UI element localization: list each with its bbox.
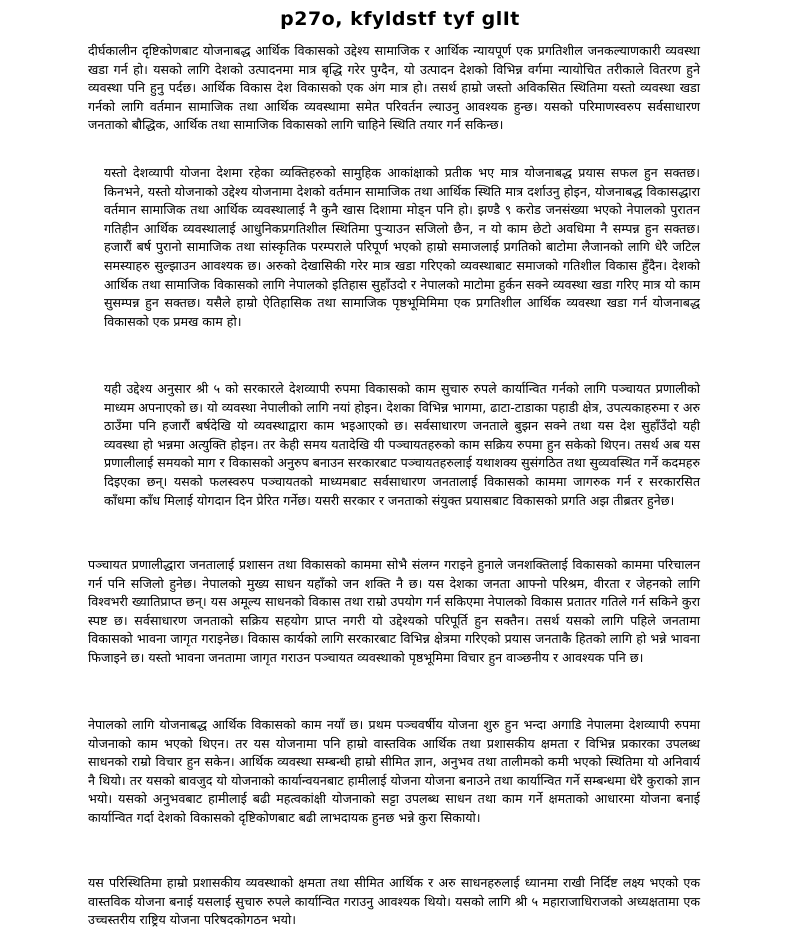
paragraph-2: यस्तो देशव्यापी योजना देशमा रहेका व्यक्तिहरुको सामुहिक आकांक्षाको प्रतीक भए मात्र योजनाबद्ध प्रयास सफल हुन सक्तछ। किनभने, यस्तो योजनाको उद्देश्य योजनामा देशको वर्तमान सामाजिक तथा आर्थिक स्थिति मात्र दर्शाउनु होइन, योजनाबद्ध विकासद्धारा वर्तमान सामाजिक तथा आर्थिक व्यवस्थालाई नै कुनै खास दिशामा मोड्न पनि हो। झण्डै ९ करोड जनसंख्या भएको नेपालको पुरातन गतिहीन आर्थिक व्यवस्थालाई आधुनिकप्रगतिशील स्थितिमा पुऱ्याउन सजिलो छैन, न यो काम छेटो अवधिमा नै सम्पन्न हुन सक्तछ। हजारौं बर्ष पुरानो सामाजिक तथा सांस्कृतिक परम्पराले परिपूर्ण भएको हाम्रो समाजलाई प्रगतिको बाटोमा लैजानको लागि धेरै जटिल समस्याहरु सुल्झाउन आवश्यक छ। अरुको देखासिकी गरेर मात्र खडा गरिएको व्यवस्थाबाट समाजको गतिशील विकास हुँदैन। देशको आर्थिक तथा सामाजिक विकासको लागि नेपालको इतिहास सुहाँउदो र नेपालको माटोमा हुर्कन सक्ने व्यवस्था खडा गरिए मात्र यो काम सुसम्पन्न हुन सक्तछ। यसैले हाम्रो ऐतिहासिक तथा सामाजिक पृष्ठभूमिमिमा एक प्रगतिशील आर्थिक व्यवस्था खडा गर्न योजनाबद्ध विकासको एक प्रमख काम हो। bbox=[104, 165, 701, 329]
paragraph-5: नेपालको लागि योजनाबद्ध आर्थिक विकासको काम नयाँ छ। प्रथम पञ्चवर्षीय योजना शुरु हुन भन्दा अगाडि नेपालमा देशव्यापी रुपमा योजनाको काम भएको थिएन। तर यस योजनामा पनि हाम्रो वास्तविक आर्थिक तथा प्रशासकीय क्षमता र विभिन्न प्रकारका उपलब्ध साधनको राम्रो विचार हुन सकेन। आर्थिक व्यवस्था सम्बन्धी हाम्रो सीमित ज्ञान, अनुभव तथा तालीमको कमी भएको स्थितिमा यो अनिवार्य नै थियो। तर यसको बावजुद यो योजनाको कार्यान्वयनबाट हामीलाई योजना योजना बनाउने तथा कार्यान्वित गर्ने सम्बन्धमा धेरै कुराको ज्ञान भयो। यसको अनुभवबाट हामीलाई बढी महत्वकांक्षी योजनाको सट्टा उपलब्ध साधन तथा काम गर्ने क्षमताको आधारमा योजना बनाई कार्यान्वित गर्दा देशको विकासको दृष्टिकोणबाट बढी लाभदायक हुनछ भन्ने कुरा सिकायो। bbox=[88, 717, 700, 825]
paragraph-6: यस परिस्थितिमा हाम्रो प्रशासकीय व्यवस्थाको क्षमता तथा सीमित आर्थिक र अरु साधनहरुलाई ध्यानमा राखी निर्दिष्ट लक्ष्य भएको एक वास्तविक योजना बनाई यसलाई सुचारु रुपले कार्यान्वित गराउनु आवश्यक थियो। यसको लागि श्री ५ महाराजाधिराजको अध्यक्षतामा एक उच्चस्तरीय राष्ट्रिय योजना परिषदकोगठन भयो। bbox=[88, 875, 700, 928]
page-title: p27o, kfyldstf tyf glIt bbox=[280, 8, 520, 30]
paragraph-4: पञ्चायत प्रणालीद्धारा जनतालाई प्रशासन तथा विकासको काममा सोभै संलग्न गराइने हुनाले जनशक्तिलाई विकासको काममा परिचालन गर्न पनि सजिलो हुनेछ। नेपालको मुख्य साधन यहाँको जन शक्ति नै छ। यस देशका जनता आफ्नो परिश्रम, वीरता र जेहनको लागि विश्वभरी ख्यातिप्राप्त छन्। यस अमूल्य साधनको विकास तथा राम्रो उपयोग गर्न सकिएमा नेपालको विकास प्रतातर गतिले गर्न सकिने कुरा स्पष्ट छ। सर्वसाधारण जनताको सक्रिय सहयोग प्राप्त नगरी यो उद्देश्यको परिपूर्ति हुन सक्तैन। तसर्थ यसको लागि पहिले जनतामा विकासको भावना जागृत गराइनेछ। विकास कार्यको लागि सरकारबाट विभिन्न क्षेत्रमा गरिएको प्रयास जनताकै हितको लागि हो भन्ने भावना फिजाइने छ। यस्तो भावना जनतामा जागृत गराउन पञ्चायत व्यवस्थाको पृष्ठभूमिमा विचार हुन वाञ्छनीय र आवश्यक पनि छ। bbox=[88, 557, 700, 665]
paragraph-1: दीर्घकालीन दृष्टिकोणबाट योजनाबद्ध आर्थिक विकासको उद्देश्य सामाजिक र आर्थिक न्यायपूर्ण एक प्रगतिशील जनकल्याणकारी व्यवस्था खडा गर्न हो। यसको लागि देशको उत्पादनमा मात्र बृद्धि गरेर पुग्दैन, यो उत्पादन देशको विभिन्न वर्गमा न्यायोचित तरीकाले वितरण हुने व्यवस्था पनि हुनु पर्दछ। आर्थिक विकास देश विकासको एक अंग मात्र हो। तसर्थ हाम्रो जस्तो अविकसित स्थितिमा यस्तो व्यवस्था खडा गर्नको लागि वर्तमान सामाजिक तथा आर्थिक व्यवस्थामा समेत परिवर्तन ल्याउनु आवश्यक हुन्छ। यसको परिमाणस्वरुप सर्वसाधारण जनताको बौद्धिक, आर्थिक तथा सामाजिक विकासको लागि चाहिने स्थिति तयार गर्न सकिन्छ। bbox=[88, 43, 700, 133]
paragraph-3: यही उद्देश्य अनुसार श्री ५ को सरकारले देशव्यापी रुपमा विकासको काम सुचारु रुपले कार्यान्वित गर्नको लागि पञ्चायत प्रणालीको माध्यम अपनाएको छ। यो व्यवस्था नेपालीको लागि नयां होइन। देशका विभिन्न भागमा, ढाटा-टाडाका पहाडी क्षेत्र, उपत्यकाहरुमा र अरु ठाउँमा पनि हजारौं बर्षदेखि यो व्यवस्थाद्वारा काम भइआएको छ। सर्वसाधारण जनताले बुझन सक्ने तथा यस देश सुहाँउँदो यही व्यवस्था हो भन्नमा अत्युक्ति होइन। तर केही समय यतादेखि यी पञ्चायतहरुको काम सक्रिय रुपमा हुन सकेको थिएन। तसर्थ अब यस प्रणालीलाई समयको माग र विकासको अनुरुप बनाउन सरकारबाट पञ्चायतहरुलाई यथाशक्य सुसंगठित तथा सुव्यवस्थित गर्ने कदमहरु दिइएका छन्। यसको फलस्वरुप पञ्चायतको माध्यमबाट सर्वसाधारण जनतालाई विकासको काममा जागरुक गर्न र सरकारसित काँधमा काँध मिलाई योगदान दिन प्रेरित गर्नेछ। यसरी सरकार र जनताको संयुक्त प्रयासबाट विकासको प्रगति अझ तीब्रतर हुनेछ। bbox=[104, 381, 700, 508]
